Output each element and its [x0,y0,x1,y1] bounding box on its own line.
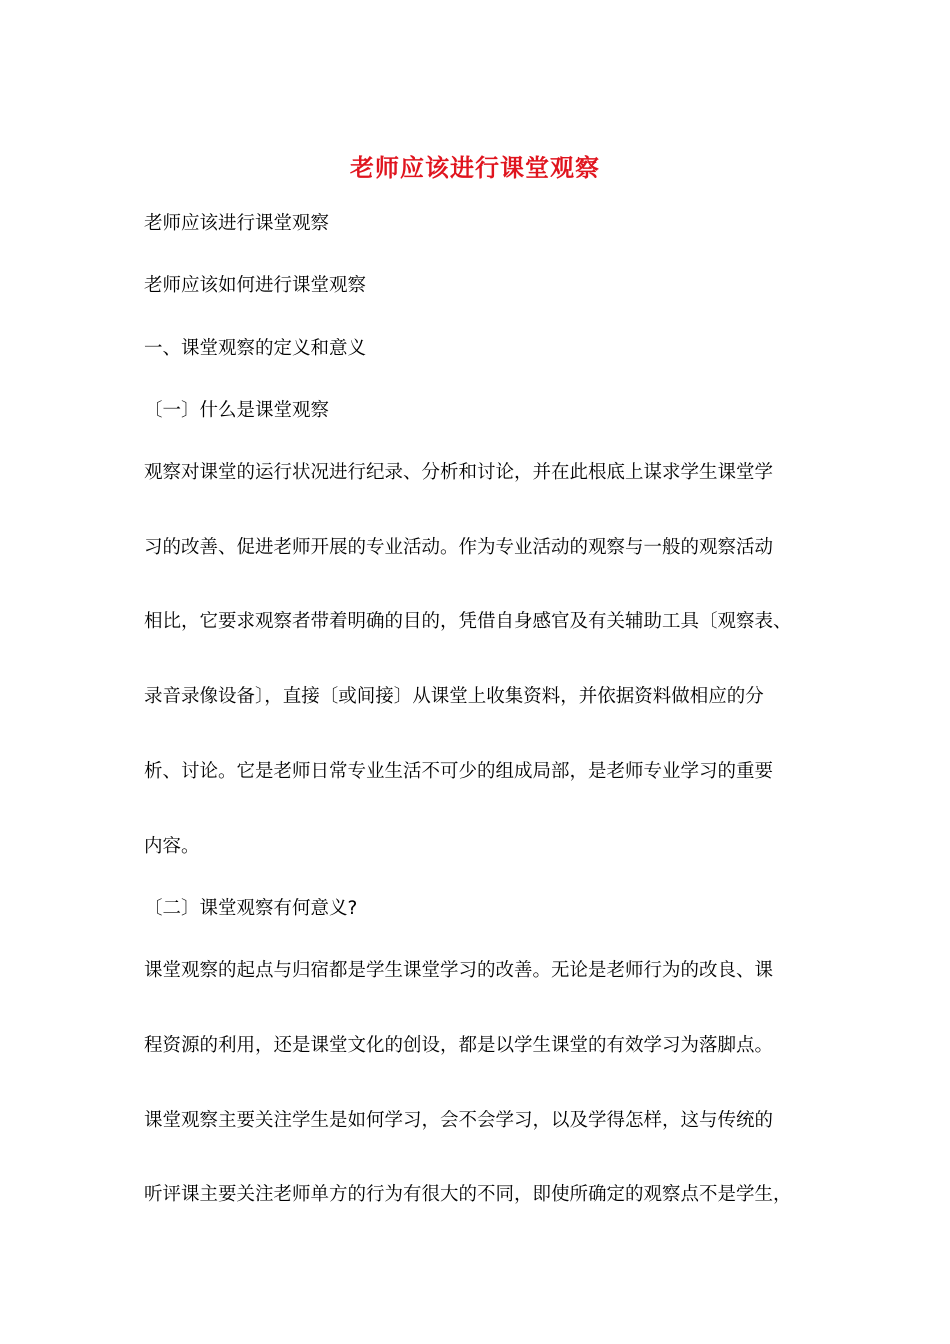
paragraph-line: 习的改善、促进老师开展的专业活动。作为专业活动的观察与一般的观察活动 [144,537,774,558]
paragraph-line: 程资源的利用，还是课堂文化的创设，都是以学生课堂的有效学习为落脚点。 [144,1035,774,1056]
subsection-heading: 〔一〕什么是课堂观察 [144,400,330,421]
paragraph-line: 课堂观察主要关注学生是如何学习，会不会学习，以及学得怎样，这与传统的 [144,1110,774,1131]
subsection-heading: 〔二〕课堂观察有何意义? [144,898,358,919]
paragraph-line: 内容。 [144,836,200,857]
document-title: 老师应该进行课堂观察 [350,153,600,182]
text-line: 老师应该进行课堂观察 [144,213,330,234]
paragraph-line: 相比，它要求观察者带着明确的目的，凭借自身感官及有关辅助工具〔观察表、 [144,611,792,632]
paragraph-line: 录音录像设备〕，直接〔或间接〕从课堂上收集资料，并依据资料做相应的分 [144,686,764,707]
paragraph-line: 听评课主要关注老师单方的行为有很大的不同，即使所确定的观察点不是学生， [144,1184,792,1205]
paragraph-line: 析、讨论。它是老师日常专业生活不可少的组成局部，是老师专业学习的重要 [144,761,774,782]
section-heading: 一、课堂观察的定义和意义 [144,338,367,359]
paragraph-line: 观察对课堂的运行状况进行纪录、分析和讨论，并在此根底上谋求学生课堂学 [144,462,774,483]
paragraph-line: 课堂观察的起点与归宿都是学生课堂学习的改善。无论是老师行为的改良、课 [144,960,774,981]
text-line: 老师应该如何进行课堂观察 [144,275,367,296]
